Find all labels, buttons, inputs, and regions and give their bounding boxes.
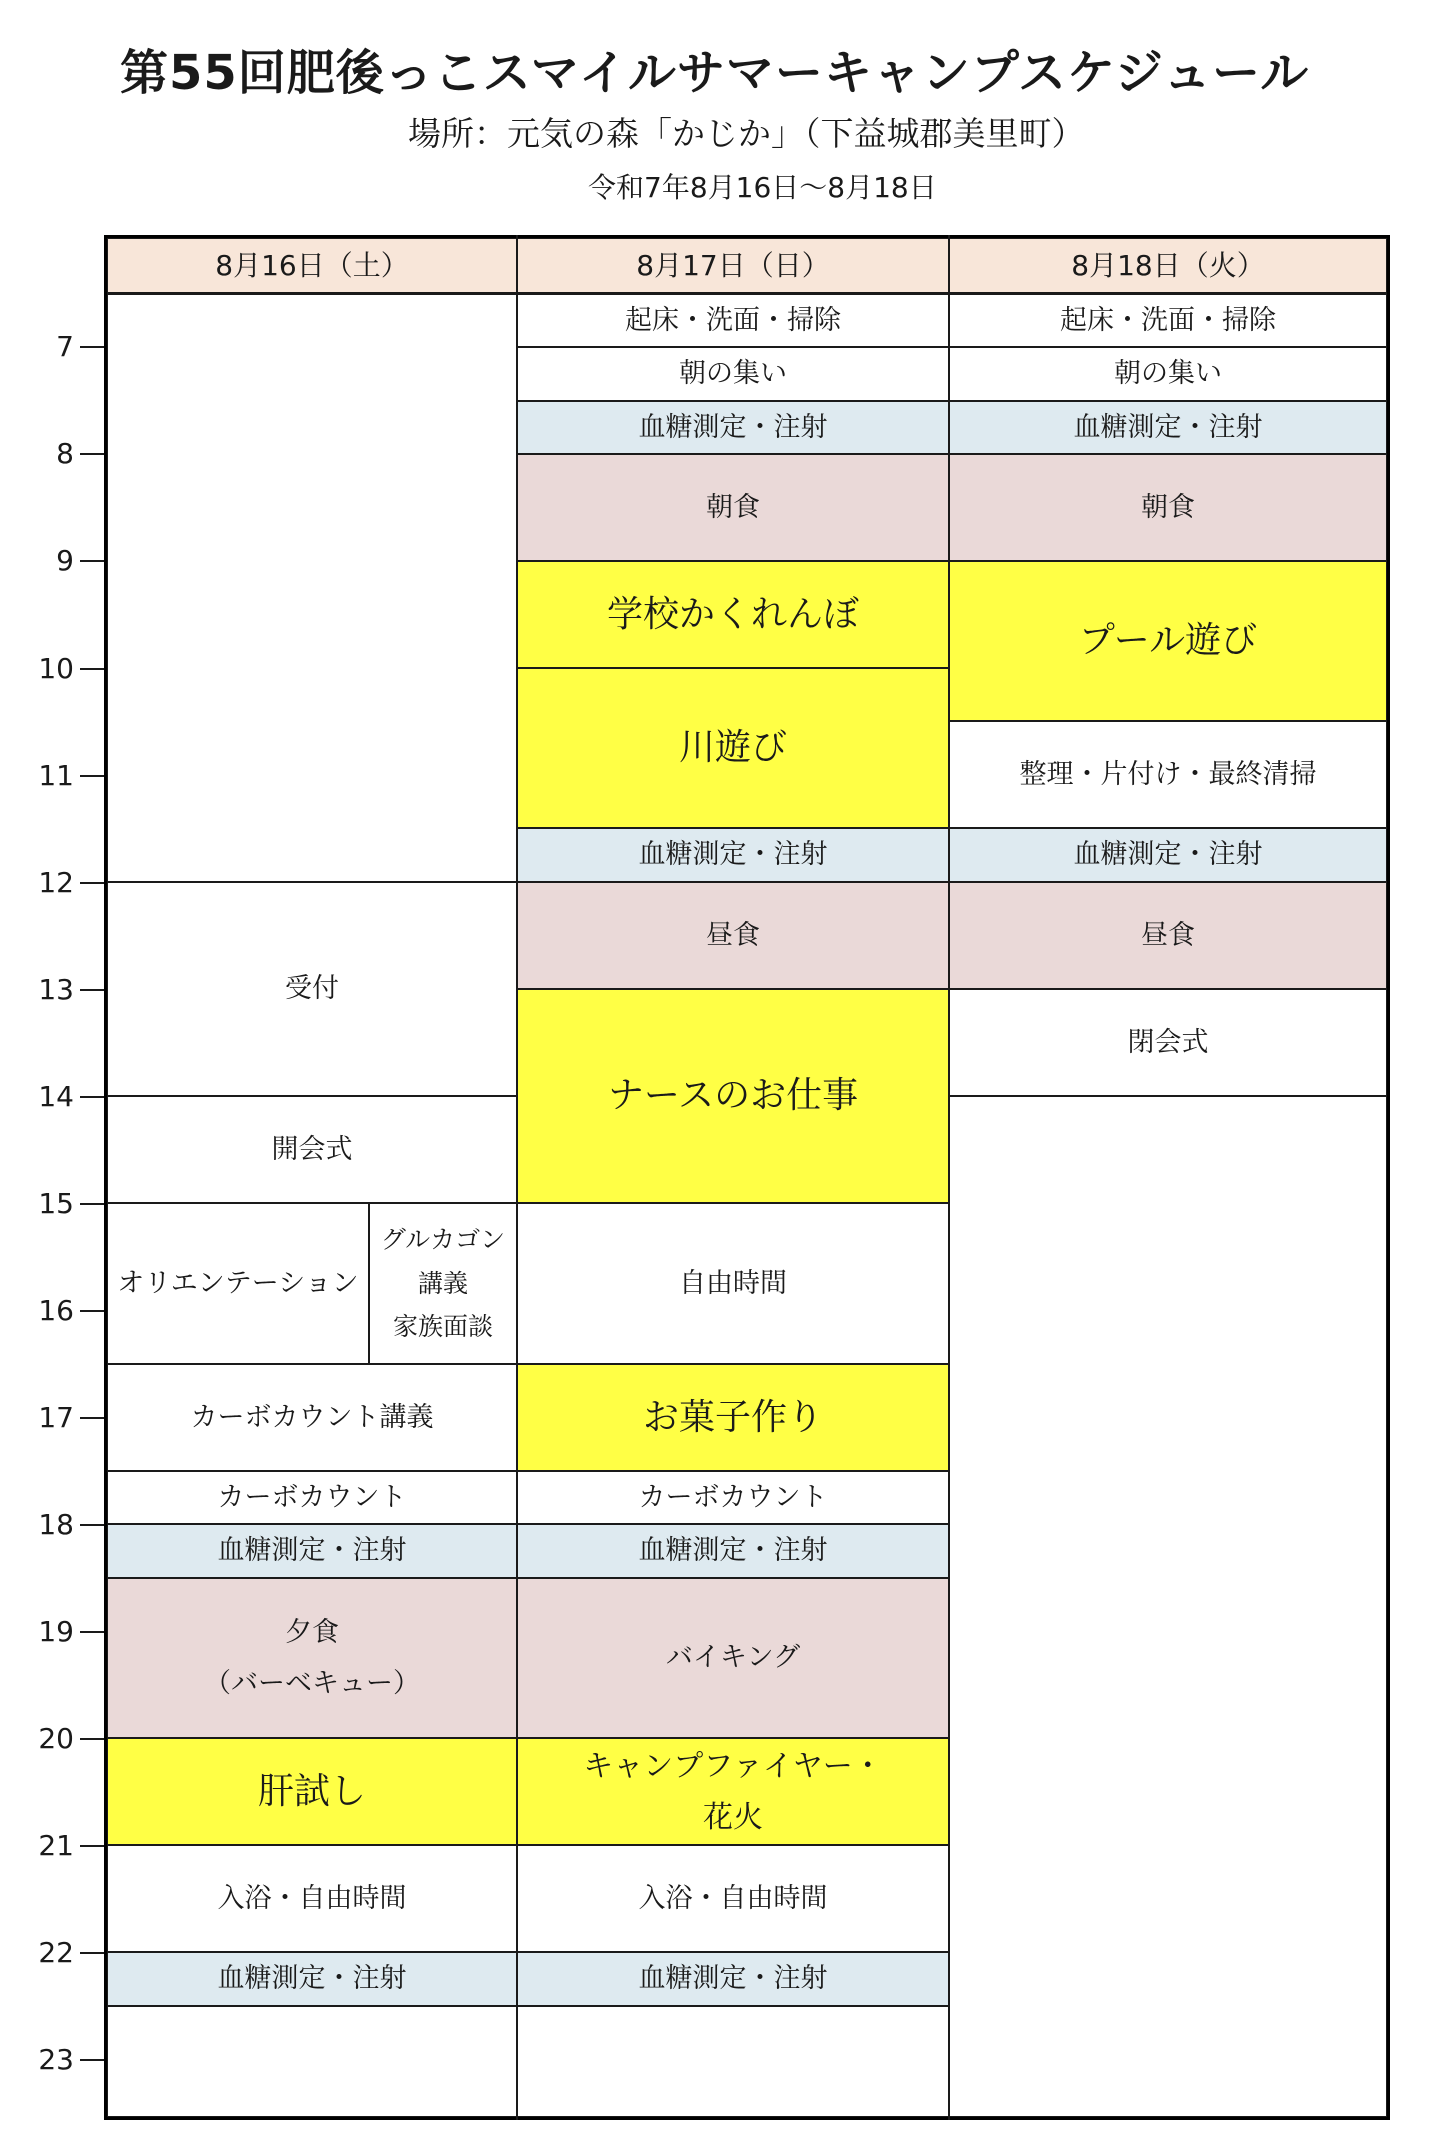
day3-lunch: 昼食 <box>949 882 1387 989</box>
hour-tick <box>80 2059 104 2061</box>
day1-reception: 受付 <box>107 882 517 1096</box>
hour-tick <box>80 1952 104 1954</box>
hour-label: 13 <box>38 973 74 1006</box>
day1-lecture-interview <box>369 1203 517 1364</box>
day-header-1: 8月16日（土） <box>107 238 517 294</box>
day2-glucose-night: 血糖測定・注射 <box>517 1952 949 2006</box>
day1-bath-free-time: 入浴・自由時間 <box>107 1845 517 1952</box>
day2-campfire-fireworks <box>517 1738 949 1845</box>
day-header-2: 8月17日（日） <box>517 238 949 294</box>
hour-tick <box>80 1096 104 1098</box>
hour-tick <box>80 1524 104 1526</box>
hour-label: 23 <box>38 2043 74 2076</box>
hour-tick <box>80 1203 104 1205</box>
day2-bath-free-time: 入浴・自由時間 <box>517 1845 949 1952</box>
day1-test-of-courage: 肝試し <box>107 1738 517 1845</box>
hour-label: 7 <box>56 330 74 363</box>
hour-label: 22 <box>38 1936 74 1969</box>
day2-glucose-morning: 血糖測定・注射 <box>517 401 949 454</box>
day2-carb-count: カーボカウント <box>517 1471 949 1524</box>
day2-buffet-dinner: バイキング <box>517 1578 949 1738</box>
day1-empty-morning <box>107 294 517 882</box>
day3-empty-afternoon <box>949 1096 1387 2117</box>
hour-label: 15 <box>38 1187 74 1220</box>
hour-label: 21 <box>38 1829 74 1862</box>
day3-glucose-noon: 血糖測定・注射 <box>949 828 1387 882</box>
day1-carb-count-lecture: カーボカウント講義 <box>107 1364 517 1471</box>
day1-carb-count: カーボカウント <box>107 1471 517 1524</box>
day2-morning-meeting: 朝の集い <box>517 347 949 401</box>
hour-tick <box>80 882 104 884</box>
campfire-line: キャンプファイヤー・ <box>583 1748 883 1784</box>
hour-label: 16 <box>38 1294 74 1327</box>
day3-glucose-morning: 血糖測定・注射 <box>949 401 1387 454</box>
page-title: 第55回肥後っこスマイルサマーキャンプスケジュール <box>120 45 1310 101</box>
day2-river-play: 川遊び <box>517 668 949 828</box>
hour-tick <box>80 346 104 348</box>
hour-label: 8 <box>56 437 74 470</box>
day1-empty-night <box>107 2006 517 2117</box>
hour-tick <box>80 989 104 991</box>
day2-lunch: 昼食 <box>517 882 949 989</box>
hour-tick <box>80 1845 104 1847</box>
hour-tick <box>80 1310 104 1312</box>
day2-wake-up: 起床・洗面・掃除 <box>517 294 949 347</box>
day2-breakfast: 朝食 <box>517 454 949 561</box>
hour-label: 18 <box>38 1508 74 1541</box>
location-text: 場所：元気の森「かじか」（下益城郡美里町） <box>408 114 1085 153</box>
lecture-line: グルカゴン <box>380 1224 506 1254</box>
hour-label: 14 <box>38 1080 74 1113</box>
day2-hide-and-seek: 学校かくれんぼ <box>517 561 949 668</box>
day3-breakfast: 朝食 <box>949 454 1387 561</box>
day2-empty-night <box>517 2006 949 2117</box>
day2-sweets-making: お菓子作り <box>517 1364 949 1471</box>
hour-tick <box>80 453 104 455</box>
hour-label: 11 <box>38 759 74 792</box>
day3-pool-play: プール遊び <box>949 561 1387 721</box>
lecture-line: 家族面談 <box>392 1312 493 1342</box>
day2-nurse-work: ナースのお仕事 <box>517 989 949 1203</box>
day3-wake-up: 起床・洗面・掃除 <box>949 294 1387 347</box>
hour-label: 20 <box>38 1722 74 1755</box>
date-range-text: 令和7年8月16日〜8月18日 <box>588 171 937 204</box>
dinner-line: （バーベキュー） <box>204 1668 420 1699</box>
hour-label: 9 <box>56 544 74 577</box>
hour-tick <box>80 1738 104 1740</box>
hour-tick <box>80 668 104 670</box>
hour-tick <box>80 1417 104 1419</box>
dinner-line: 夕食 <box>285 1616 339 1648</box>
hour-label: 17 <box>38 1401 74 1434</box>
hour-label: 10 <box>38 652 74 685</box>
hour-tick <box>80 560 104 562</box>
day1-orientation: オリエンテーション <box>107 1203 369 1364</box>
day1-dinner <box>107 1578 517 1738</box>
lecture-line: 講義 <box>417 1268 468 1298</box>
day2-free-time: 自由時間 <box>517 1203 949 1364</box>
day3-cleanup: 整理・片付け・最終清掃 <box>949 721 1387 828</box>
hour-label: 19 <box>38 1615 74 1648</box>
day2-glucose-noon: 血糖測定・注射 <box>517 828 949 882</box>
day-header-3: 8月18日（火） <box>949 238 1387 294</box>
hour-tick <box>80 1631 104 1633</box>
day3-morning-meeting: 朝の集い <box>949 347 1387 401</box>
day2-glucose-evening: 血糖測定・注射 <box>517 1524 949 1578</box>
day1-glucose-night: 血糖測定・注射 <box>107 1952 517 2006</box>
campfire-line: 花火 <box>703 1799 763 1835</box>
hour-label: 12 <box>38 866 74 899</box>
hour-tick <box>80 775 104 777</box>
day3-closing-ceremony: 閉会式 <box>949 989 1387 1096</box>
day1-glucose-evening: 血糖測定・注射 <box>107 1524 517 1578</box>
day1-opening-ceremony: 開会式 <box>107 1096 517 1203</box>
